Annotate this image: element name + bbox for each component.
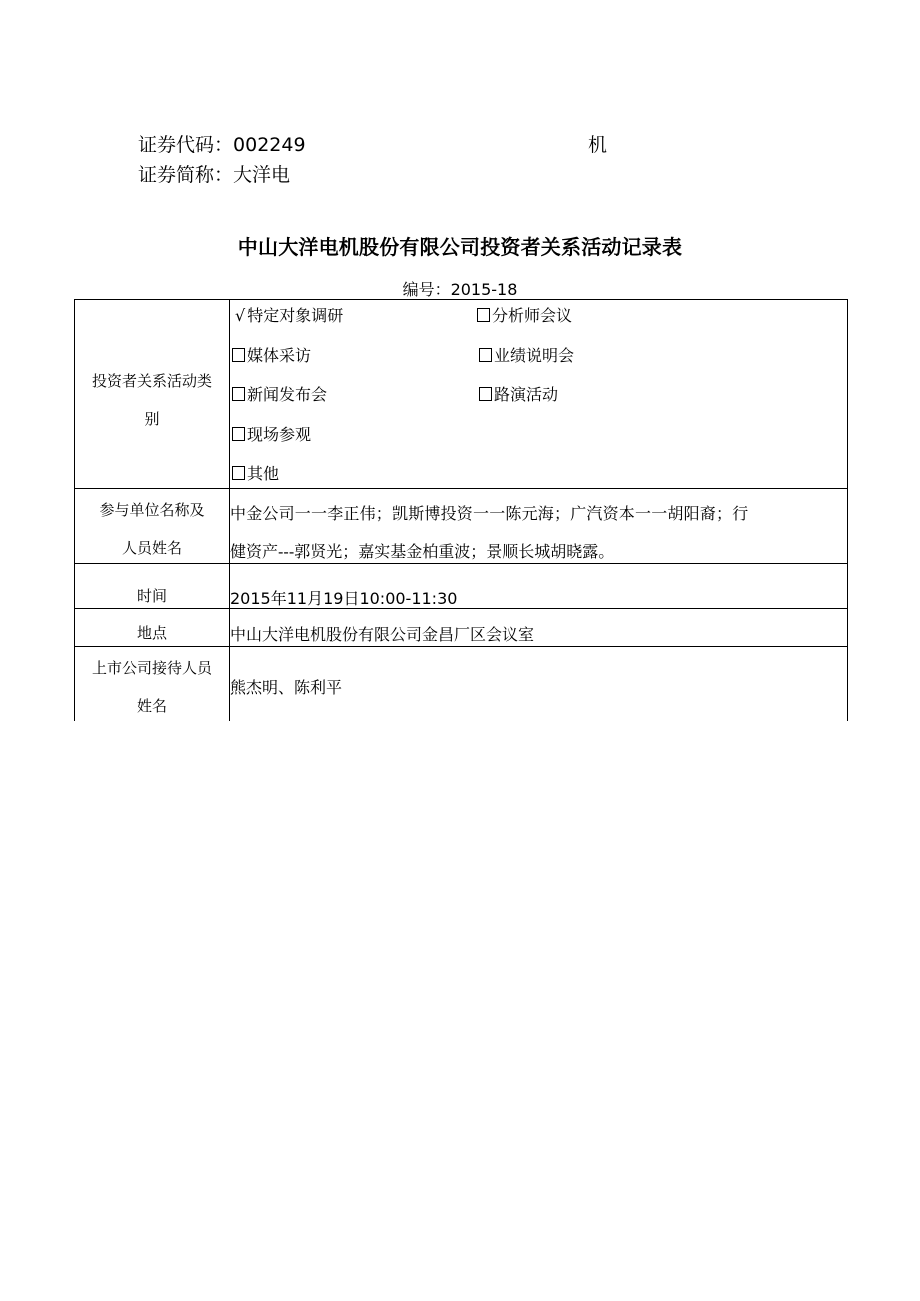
location-label-cell [75,609,230,646]
security-code-line [138,130,306,157]
option-roadshow[interactable] [479,382,558,405]
participants-row [75,489,847,564]
security-code-label: 证券代码： [138,134,234,156]
time-label: 时间 [136,587,167,605]
participants-label-1: 参与单位名称及 [99,501,205,519]
location-label: 地点 [136,624,167,642]
document-title: 中山大洋电机股份有限公司投资者关系活动记录表 [237,235,683,259]
option-other[interactable] [232,461,279,484]
activity-type-label-1: 投资者关系活动类 [91,372,212,390]
option-specific-research[interactable] [235,303,343,326]
reception-value: 熊杰明、陈利平 [230,678,343,697]
checkbox-icon [232,348,245,362]
participants-label-2: 人员姓名 [121,539,182,557]
reception-row [75,647,847,721]
security-code-value: 002249 [233,134,306,156]
reception-label-2: 姓名 [136,697,167,715]
option-site-visit[interactable] [232,422,311,445]
activity-type-label-2: 别 [144,410,160,428]
option-label: 现场参观 [247,425,312,444]
activity-type-label-cell [75,300,230,488]
option-label: 业绩说明会 [494,346,575,365]
location-row [75,609,847,647]
serial-number: 编号：2015-18 [402,280,518,299]
checkbox-icon [477,308,490,322]
option-press-conference[interactable] [232,382,327,405]
location-value: 中山大洋电机股份有限公司金昌厂区会议室 [230,625,535,644]
option-analyst-meeting[interactable] [477,303,572,326]
option-label: 路演活动 [494,385,559,404]
time-value: 2015年11月19日10:00-11:30 [230,589,458,608]
checkbox-icon [232,387,245,401]
participants-line-2: 健资产---郭贤光；嘉实基金柏重波；景顺长城胡晓露。 [230,542,615,561]
record-table [74,299,848,721]
check-mark-icon: √ [235,306,246,325]
reception-label-cell [75,647,230,721]
checkbox-icon [479,348,492,362]
security-name-line [138,160,290,187]
activity-type-row [75,300,847,489]
security-name-label: 证券简称： [138,164,234,186]
option-results-briefing[interactable] [479,343,574,366]
checkbox-icon [232,466,245,480]
time-row [75,564,847,609]
participants-line-1: 中金公司一一李正伟；凯斯博投资一一陈元海；广汽资本一一胡阳裔；行 [230,504,749,523]
participants-label-cell [75,489,230,563]
option-label: 媒体采访 [247,346,312,365]
time-label-cell [75,564,230,608]
checkbox-icon [232,427,245,441]
option-media-interview[interactable] [232,343,311,366]
option-label: 特定对象调研 [247,306,344,325]
option-label: 新闻发布会 [247,385,328,404]
security-name-value: 大洋电 [233,164,291,186]
option-label: 分析师会议 [492,306,573,325]
option-label: 其他 [247,464,280,483]
reception-label-1: 上市公司接待人员 [91,659,212,677]
checkbox-icon [479,387,492,401]
security-name-tail: 机 [588,134,608,156]
